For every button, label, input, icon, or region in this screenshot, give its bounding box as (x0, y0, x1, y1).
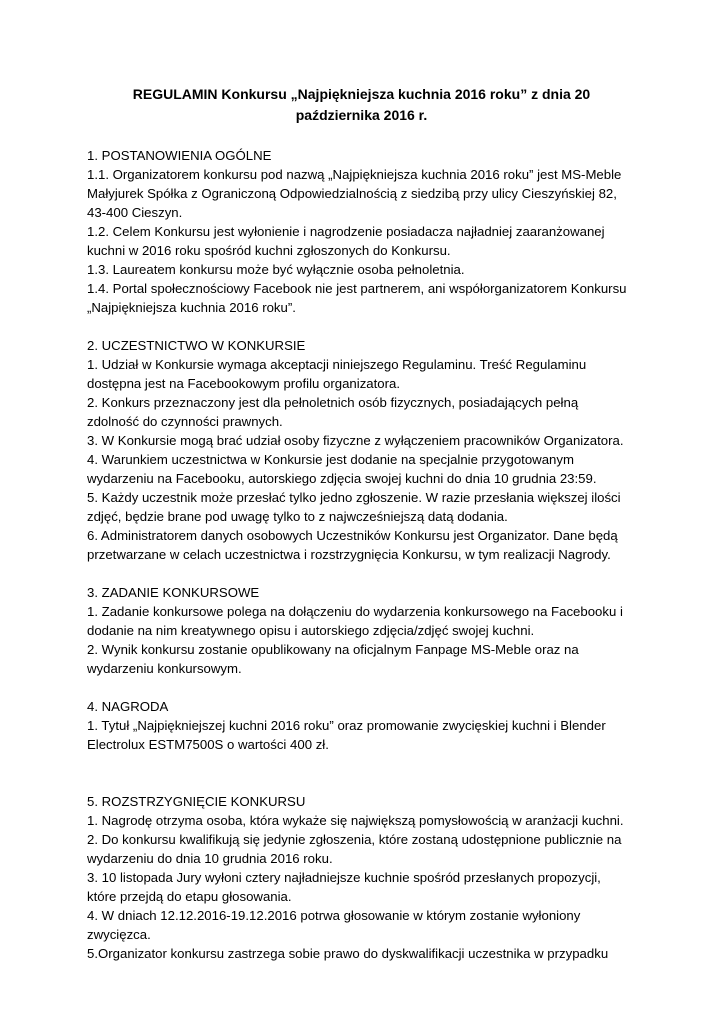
paragraph-line: 3. W Konkursie mogą brać udział osoby fizyczne z wyłączeniem pracowników Organizatora. (87, 433, 624, 448)
paragraph-line: zwycięzca. (87, 927, 151, 942)
paragraph-line: przetwarzane w celach uczestnictwa i rozstrzygnięcia Konkursu, w tym realizacji Nagrody. (87, 547, 611, 562)
paragraph-line: zdjęć, będzie brane pod uwagę tylko to z najwcześniejszą datą dodania. (87, 509, 508, 524)
paragraph-line: 4. Warunkiem uczestnictwa w Konkursie jest dodanie na specjalnie przygotowanym (87, 452, 574, 467)
title-line-2: października 2016 r. (295, 107, 428, 123)
paragraph-line: wydarzeniu konkursowym. (87, 661, 242, 676)
paragraph-line: 4. W dniach 12.12.2016-19.12.2016 potrwa głosowanie w którym zostanie wyłoniony (87, 908, 581, 923)
section-heading: 4. NAGRODA (87, 699, 169, 714)
paragraph-line: dodanie na nim kreatywnego opisu i autorskiego zdjęcia/zdjęć swojej kuchni. (87, 623, 535, 638)
paragraph-line: „Najpiękniejsza kuchnia 2016 roku”. (87, 300, 296, 315)
section-prize (87, 697, 667, 754)
paragraph-line: zdolność do czynności prawnych. (87, 414, 283, 429)
section-heading: 5. ROZSTRZYGNIĘCIE KONKURSU (87, 794, 306, 809)
paragraph-line: kuchni w 2016 roku spośród kuchni zgłoszonych do Konkursu. (87, 243, 451, 258)
paragraph-line: 6. Administratorem danych osobowych Uczestników Konkursu jest Organizator. Dane będą (87, 528, 618, 543)
paragraph-line: 1.2. Celem Konkursu jest wyłonienie i nagrodzenie posiadacza najładniej zaaranżowanej (87, 224, 605, 239)
paragraph-line: 2. Wynik konkursu zostanie opublikowany na oficjalnym Fanpage MS-Meble oraz na (87, 642, 579, 657)
section-contest-task (87, 583, 667, 678)
paragraph-line: 43-400 Cieszyn. (87, 205, 183, 220)
document-body (87, 146, 667, 982)
paragraph-line: Electrolux ESTM7500S o wartości 400 zł. (87, 737, 329, 752)
section-heading: 1. POSTANOWIENIA OGÓLNE (87, 148, 272, 163)
paragraph-line: 1.1. Organizatorem konkursu pod nazwą „Najpiękniejsza kuchnia 2016 roku” jest MS-Meble (87, 167, 622, 182)
section-participation (87, 336, 667, 564)
paragraph-line: wydarzeniu na Facebooku, autorskiego zdjęcia swojej kuchni do dnia 10 grudnia 23:59. (87, 471, 597, 486)
paragraph-line: 1. Tytuł „Najpiękniejszej kuchni 2016 roku” oraz promowanie zwycięskiej kuchni i Blender (87, 718, 606, 733)
paragraph-line: dostępna jest na Facebookowym profilu organizatora. (87, 376, 401, 391)
title-line-1: REGULAMIN Konkursu „Najpiękniejsza kuchnia 2016 roku” z dnia 20 (132, 86, 591, 102)
section-general-provisions (87, 146, 667, 317)
paragraph-line: 1. Udział w Konkursie wymaga akceptacji niniejszego Regulaminu. Treść Regulaminu (87, 357, 587, 372)
document-title (80, 84, 643, 126)
paragraph-line: 1. Zadanie konkursowe polega na dołączeniu do wydarzenia konkursowego na Facebooku i (87, 604, 623, 619)
paragraph-line: 5. Każdy uczestnik może przesłać tylko jedno zgłoszenie. W razie przesłania większej ilości (87, 490, 621, 505)
paragraph-line: 3. 10 listopada Jury wyłoni cztery najładniejsze kuchnie spośród przesłanych propozycji, (87, 870, 601, 885)
paragraph-line: 1. Nagrodę otrzyma osoba, która wykaże się największą pomysłowością w aranżacji kuchni. (87, 813, 624, 828)
paragraph-line: które przejdą do etapu głosowania. (87, 889, 292, 904)
paragraph-line: 1.4. Portal społecznościowy Facebook nie jest partnerem, ani współorganizatorem Konkursu (87, 281, 627, 296)
paragraph-line: wydarzeniu do dnia 10 grudnia 2016 roku. (87, 851, 333, 866)
paragraph-line: 2. Do konkursu kwalifikują się jedynie zgłoszenia, które zostaną udostępnione publicznie na (87, 832, 622, 847)
section-heading: 2. UCZESTNICTWO W KONKURSIE (87, 338, 306, 353)
paragraph-line: 2. Konkurs przeznaczony jest dla pełnoletnich osób fizycznych, posiadających pełną (87, 395, 579, 410)
paragraph-line: Małyjurek Spółka z Ograniczoną Odpowiedzialnością z siedzibą przy ulicy Cieszyńskiej 82, (87, 186, 617, 201)
paragraph-line: 1.3. Laureatem konkursu może być wyłącznie osoba pełnoletnia. (87, 262, 465, 277)
paragraph-line: 5.Organizator konkursu zastrzega sobie prawo do dyskwalifikacji uczestnika w przypadku (87, 946, 609, 961)
section-resolution (87, 792, 667, 963)
section-heading: 3. ZADANIE KONKURSOWE (87, 585, 260, 600)
